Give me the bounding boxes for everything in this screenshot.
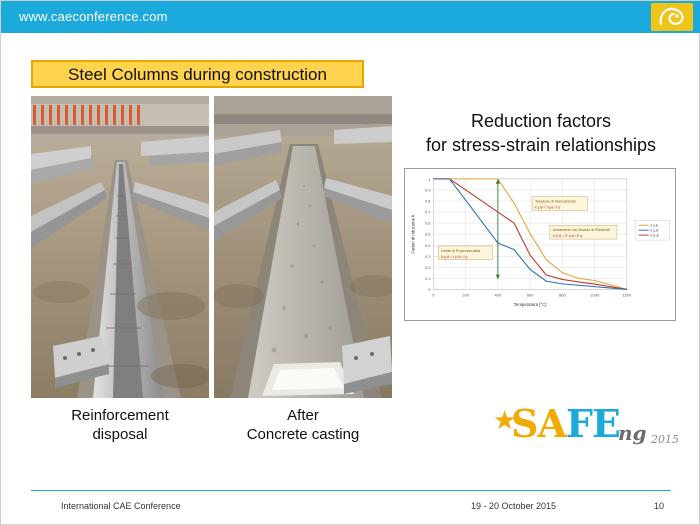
svg-text:1: 1 — [428, 176, 431, 182]
annotation-snervamento-text: Tensione di Snervamento — [535, 199, 577, 204]
caption-right-line1: After — [287, 407, 319, 424]
svg-text:0.2: 0.2 — [424, 264, 431, 270]
safe-letter-f: F — [565, 401, 592, 446]
safe-year: 2015 — [651, 433, 679, 446]
svg-text:0: 0 — [428, 286, 431, 292]
svg-text:1200: 1200 — [622, 292, 632, 298]
legend-item-ky: k y,θ — [650, 223, 658, 228]
svg-text:0.4: 0.4 — [424, 242, 431, 248]
footer-page-number: 10 — [654, 501, 665, 511]
header-bar — [1, 1, 700, 33]
svg-text:600: 600 — [526, 292, 534, 298]
chart-legend — [636, 220, 670, 240]
svg-text:0.3: 0.3 — [424, 253, 431, 259]
svg-text:0.9: 0.9 — [424, 187, 431, 193]
annotation-proporzionalita — [438, 246, 492, 260]
reduction-factors-title-line1: Reduction factors — [470, 111, 612, 131]
photo-left-graphic — [31, 96, 209, 398]
reduction-factors-title — [401, 109, 681, 158]
legend-item-kp: k p,θ — [650, 228, 659, 233]
svg-text:0.6: 0.6 — [424, 220, 431, 226]
photo-right-graphic — [214, 96, 392, 398]
annotation-snervamento-sub: k y,θ = f y,θ / f y — [535, 205, 561, 210]
safe-letter-e: E — [591, 401, 620, 446]
svg-text:0.5: 0.5 — [424, 231, 431, 237]
safe-letter-s: S — [511, 401, 538, 446]
svg-text:400: 400 — [494, 292, 502, 298]
footer-divider — [31, 490, 671, 491]
annotation-snervamento — [532, 197, 587, 211]
legend-item-ke: k E,θ — [650, 233, 659, 238]
footer-date: 19 - 20 October 2015 — [471, 501, 557, 511]
star-icon: ★ — [493, 405, 517, 435]
reinforcement-disposal-photo — [31, 96, 209, 398]
chart-svg — [405, 169, 675, 320]
footer-conference-name: International CAE Conference — [61, 501, 181, 511]
reduction-factors-title-line2: for stress-strain relationships — [425, 135, 657, 156]
svg-text:0.1: 0.1 — [424, 275, 431, 281]
annotation-proporzionalita-sub: k p,θ = f p,θ / f y — [441, 254, 468, 259]
after-concrete-casting-photo — [214, 96, 392, 398]
annotation-elasticita-text: Andamento del Modulo di Elasticità — [552, 228, 610, 233]
after-concrete-casting-caption — [214, 407, 392, 445]
header-url[interactable]: www.caeconference.com — [19, 9, 168, 24]
caption-left-line1: Reinforcement — [71, 407, 169, 424]
reinforcement-disposal-caption — [31, 407, 209, 445]
annotation-elasticita-sub: k E,θ = E a,θ / E a — [552, 234, 583, 239]
caption-right-line2: Concrete casting — [246, 425, 360, 443]
safe-suffix: ng — [618, 421, 647, 445]
svg-text:200: 200 — [462, 292, 469, 298]
svg-text:Fattori di riduzione k: Fattori di riduzione k — [410, 214, 416, 254]
annotation-elasticita — [550, 225, 617, 239]
safe-wordmark — [511, 401, 620, 446]
svg-text:1000: 1000 — [590, 292, 599, 298]
annotation-proporzionalita-text: Limite di Proporzionalità — [441, 248, 481, 253]
caption-left-line2: disposal — [92, 425, 148, 443]
slide-title-banner — [31, 60, 364, 88]
swirl-logo-icon — [657, 6, 687, 28]
svg-text:800: 800 — [559, 292, 566, 298]
svg-text:Temperatura [°C]: Temperatura [°C] — [513, 302, 547, 308]
svg-text:0.7: 0.7 — [424, 209, 431, 215]
conference-logo — [651, 3, 693, 31]
safe-letter-a: A — [537, 401, 566, 446]
reduction-factors-chart — [404, 168, 676, 321]
safe-logo — [493, 399, 678, 461]
svg-text:0.8: 0.8 — [424, 198, 431, 204]
svg-text:0: 0 — [432, 292, 435, 298]
slide-title: Steel Columns during construction — [68, 64, 327, 84]
